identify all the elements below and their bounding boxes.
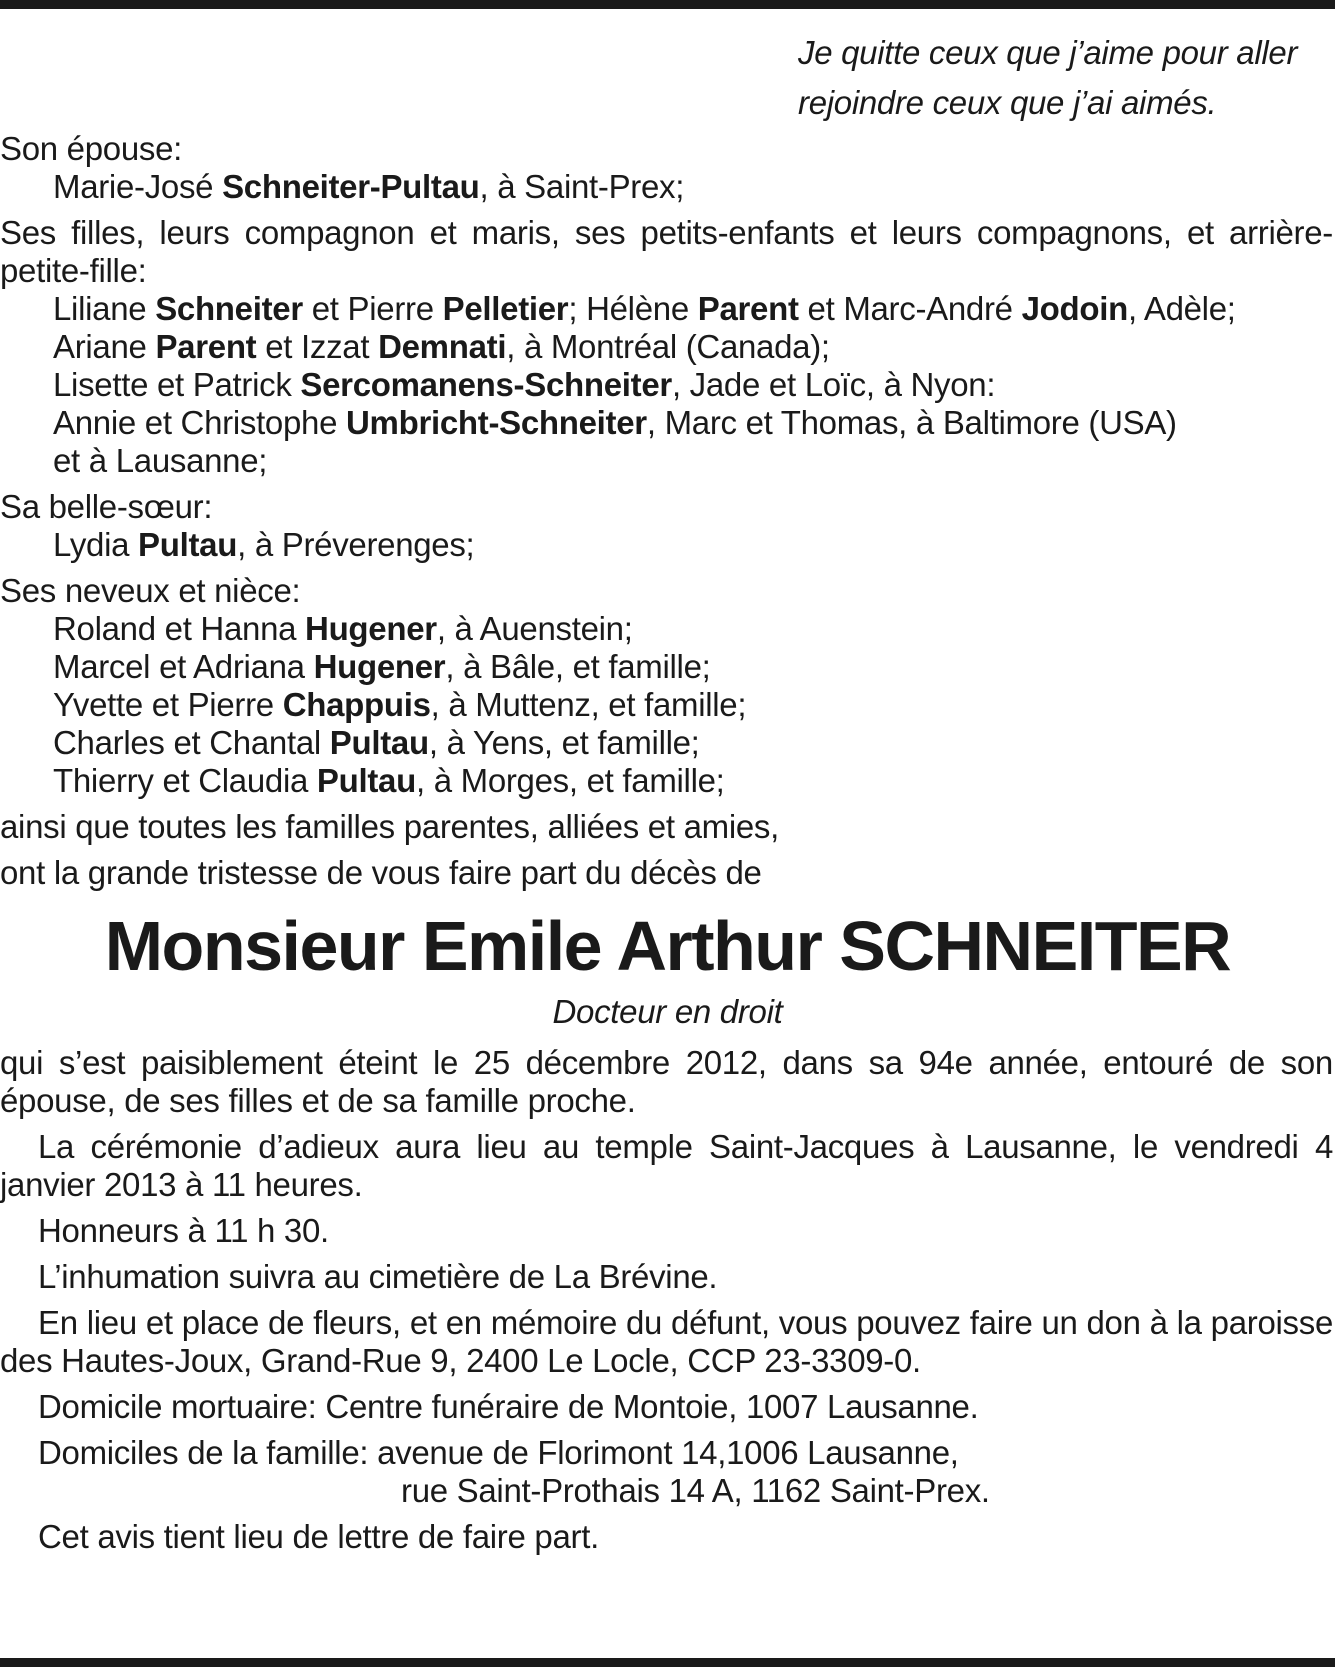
- family-line: Yvette et Pierre Chappuis, à Muttenz, et famille;: [53, 686, 747, 723]
- detail-paragraph: La cérémonie d’adieux aura lieu au temple Saint-Jacques à Lausanne, le vendredi 4 janvier 2013 à 11 heures.: [0, 1128, 1333, 1203]
- family-line: Lydia Pultau, à Préverenges;: [53, 526, 475, 563]
- epigraph-quote: [798, 28, 1335, 128]
- quote-line: Je quitte ceux que j’aime pour aller: [798, 34, 1298, 71]
- notice-details: [0, 1044, 1335, 1556]
- family-line: Ariane Parent et Izzat Demnati, à Montréal (Canada);: [53, 328, 830, 365]
- family-line: Roland et Hanna Hugener, à Auenstein;: [53, 610, 633, 647]
- detail-paragraph: qui s’est paisiblement éteint le 25 décembre 2012, dans sa 94e année, entouré de son épouse, de ses filles et de sa famille proche.: [0, 1044, 1333, 1119]
- family-line: Lisette et Patrick Sercomanens-Schneiter, Jade et Loïc, à Nyon:: [53, 366, 996, 403]
- family-line: Thierry et Claudia Pultau, à Morges, et famille;: [53, 762, 725, 799]
- family-line: Marie-José Schneiter-Pultau, à Saint-Prex;: [53, 168, 685, 205]
- section-label: Ses neveux et nièce:: [0, 572, 301, 609]
- family-line: Liliane Schneiter et Pierre Pelletier; Hélène Parent et Marc-André Jodoin, Adèle;: [53, 290, 1236, 327]
- detail-paragraph: Honneurs à 11 h 30.: [38, 1212, 329, 1249]
- section-spouse: [0, 130, 1335, 206]
- section-label: Sa belle-sœur:: [0, 488, 213, 525]
- deceased-title: Docteur en droit: [552, 993, 783, 1030]
- section-sister-in-law: [0, 488, 1335, 564]
- obituary-notice: [0, 28, 1335, 1564]
- top-rule: [0, 0, 1335, 9]
- family-line: Charles et Chantal Pultau, à Yens, et famille;: [53, 724, 700, 761]
- family-address: Domiciles de la famille: avenue de Florimont 14,1006 Lausanne,: [38, 1434, 959, 1471]
- announcement-intro: [0, 808, 1335, 892]
- quote-line: rejoindre ceux que j’ai aimés.: [798, 84, 1217, 121]
- deceased-name: Monsieur Emile Arthur SCHNEITER: [104, 907, 1231, 985]
- section-daughters: [0, 214, 1335, 480]
- family-line: Annie et Christophe Umbricht-Schneiter, Marc et Thomas, à Baltimore (USA): [53, 404, 1177, 441]
- bottom-rule: [0, 1658, 1335, 1667]
- family-line: et à Lausanne;: [53, 442, 268, 479]
- section-label: Son épouse:: [0, 130, 183, 167]
- intro-line: ont la grande tristesse de vous faire part du décès de: [0, 854, 762, 891]
- detail-paragraph: Domicile mortuaire: Centre funéraire de Montoie, 1007 Lausanne.: [38, 1388, 979, 1425]
- detail-paragraph: En lieu et place de fleurs, et en mémoire du défunt, vous pouvez faire un don à la paroisse des Hautes-Joux, Grand-Rue 9, 2400 Le Locle, CCP 23-3309-0.: [0, 1304, 1333, 1379]
- family-address: rue Saint-Prothais 14 A, 1162 Saint-Prex.: [401, 1472, 990, 1509]
- detail-paragraph: L’inhumation suivra au cimetière de La Brévine.: [38, 1258, 718, 1295]
- intro-line: ainsi que toutes les familles parentes, alliées et amies,: [0, 808, 779, 845]
- section-label: Ses filles, leurs compagnon et maris, ses petits-enfants et leurs compagnons, et arrière-petite-fille:: [0, 214, 1333, 289]
- section-nephews: [0, 572, 1335, 800]
- family-line: Marcel et Adriana Hugener, à Bâle, et famille;: [53, 648, 711, 685]
- detail-paragraph: Cet avis tient lieu de lettre de faire part.: [38, 1518, 599, 1555]
